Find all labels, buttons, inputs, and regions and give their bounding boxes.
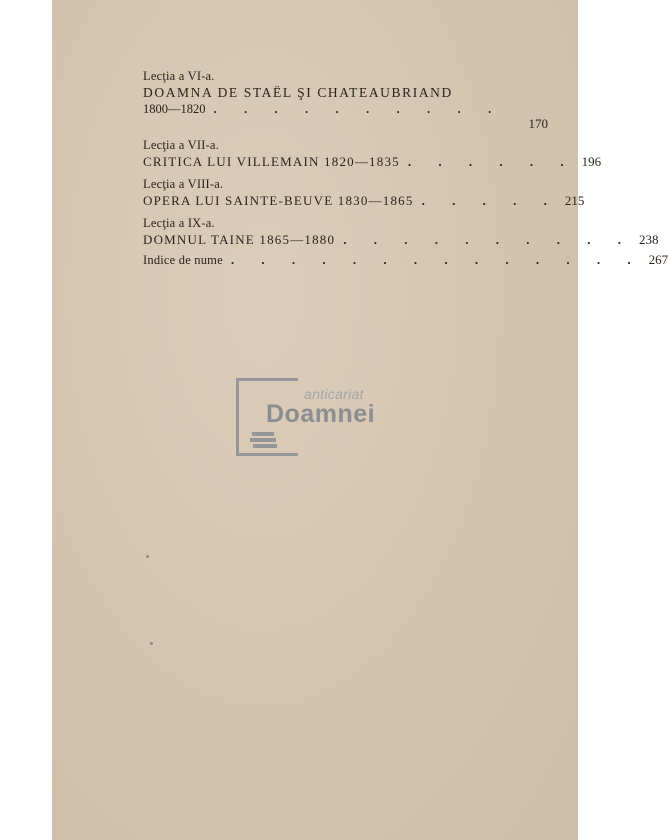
lesson-title: CRITICA LUI VILLEMAIN 1820—1835	[143, 154, 400, 169]
lesson-title: OPERA LUI SAINTE-BEUVE 1830—1865	[143, 193, 414, 208]
page-number: 238	[638, 232, 659, 247]
toc-line	[143, 231, 659, 248]
dot-leader: . . . . . . . . . .	[343, 232, 633, 247]
toc-entry	[143, 252, 668, 268]
page-speck	[150, 642, 153, 645]
page-number: 196	[581, 154, 602, 169]
lesson-label: Lecţia a VII-a.	[143, 138, 219, 152]
books-icon	[250, 430, 280, 452]
toc-entry	[143, 176, 585, 209]
toc-entry	[143, 68, 548, 133]
watermark-logo	[236, 378, 406, 460]
dot-leader: . . . . . .	[407, 154, 576, 169]
toc-line	[143, 153, 602, 170]
lesson-title: DOMNUL TAINE 1865—1880	[143, 232, 336, 247]
toc-line	[143, 101, 548, 117]
watermark-small-text: anticariat	[304, 386, 364, 402]
lesson-title: DOAMNA DE STAËL ŞI CHATEAUBRIAND	[143, 85, 453, 100]
toc-line	[143, 252, 668, 268]
watermark-big-text: Doamnei	[266, 400, 376, 428]
lesson-label: Lecţia a IX-a.	[143, 216, 215, 230]
toc-entry	[143, 137, 602, 170]
toc-line	[143, 192, 585, 209]
lesson-label: Lecţia a VIII-a.	[143, 177, 224, 191]
dot-leader: . . . . . . . . . . . . . .	[230, 252, 643, 267]
index-label: Indice de nume	[143, 253, 223, 267]
table-of-contents	[143, 68, 668, 268]
dot-leader: . . . . .	[421, 193, 559, 208]
page-number: 170	[528, 116, 548, 131]
page-number: 267	[648, 252, 668, 267]
lesson-years: 1800—1820	[143, 102, 206, 116]
toc-entry	[143, 215, 659, 248]
page-speck	[146, 555, 149, 558]
dot-leader: . . . . . . . . . .	[213, 101, 504, 116]
page-number: 215	[564, 193, 585, 208]
lesson-label: Lecţia a VI-a.	[143, 69, 215, 83]
